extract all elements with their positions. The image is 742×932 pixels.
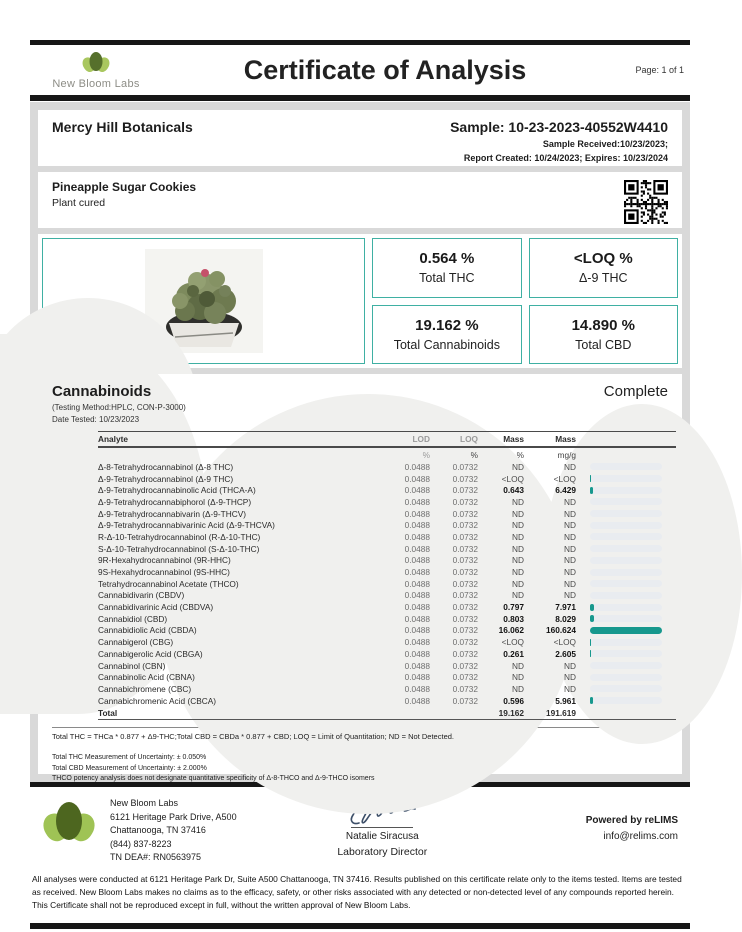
new-bloom-labs-logo-icon: [81, 50, 111, 72]
mass-bar: [576, 674, 676, 681]
mass-bar: [576, 662, 676, 669]
footer-logo-icon: [42, 797, 96, 841]
report-created: Report Created: 10/24/2023; Expires: 10/23/2024: [463, 152, 668, 163]
sample-info: [450, 119, 668, 163]
mass-bar: [576, 545, 676, 552]
product-type: Plant cured: [52, 197, 106, 209]
signature-line: [351, 827, 413, 828]
table-row: Cannabigerol (CBG) 0.0488 0.0732 <LOQ <LOQ: [98, 636, 676, 648]
table-rows: [98, 461, 676, 706]
calculation-footnote: Total THC = THCa * 0.877 + Δ9-THC;Total CBD = CBDa * 0.877 + CBD; LOQ = Limit of Quantitation; ND = Not Detected.: [52, 732, 454, 742]
mass-bar: [576, 697, 676, 704]
mass-bar: [576, 510, 676, 517]
signer-name: Natalie Siracusa: [345, 831, 419, 842]
mass-bar: [576, 627, 676, 634]
table-header: Analyte LOD LOQ Mass Mass: [98, 431, 676, 448]
mass-bar: [576, 604, 676, 611]
disclaimer: All analyses were conducted at 6121 Heritage Park Dr, Suite A500 Chattanooga, TN 37416. Results published on this certificate relate only to the items tested. Items are tested as received. New Bloom Labs makes no claims as to the efficacy, safety, or other risks associated with any detected or non-detected level of any compounds reported herein. This Certificate shall not be reproduced except in full, without the written approval of New Bloom Labs.: [32, 873, 682, 911]
cannabinoids-card: [38, 374, 682, 783]
document-body: [30, 102, 690, 782]
client-name: Mercy Hill Botanicals: [52, 119, 193, 135]
brand-block: [36, 50, 156, 90]
sample-received: Sample Received:10/23/2023;: [542, 139, 668, 149]
table-row: Cannabinol (CBN) 0.0488 0.0732 ND ND: [98, 660, 676, 672]
header-divider: [30, 95, 690, 101]
page-number: Page: 1 of 1: [635, 65, 684, 75]
mass-bar: [576, 650, 676, 657]
table-row: Cannabidiol (CBD) 0.0488 0.0732 0.803 8.029: [98, 613, 676, 625]
brand-name: New Bloom Labs: [52, 78, 140, 90]
section-title: Cannabinoids: [52, 383, 152, 400]
mass-bar: [576, 557, 676, 564]
mass-bar: [576, 487, 676, 494]
client-card: [38, 110, 682, 166]
summary-metrics: [372, 238, 678, 364]
table-row: Δ-9-Tetrahydrocannabivarin (Δ-9-THCV) 0.0488 0.0732 ND ND: [98, 508, 676, 520]
product-info: [52, 180, 196, 220]
table-row: Cannabidiolic Acid (CBDA) 0.0488 0.0732 16.062 160.624: [98, 625, 676, 637]
table-row: Δ-9-Tetrahydrocannabivarinic Acid (Δ-9-THCVA) 0.0488 0.0732 ND ND: [98, 519, 676, 531]
cannabinoids-table: [98, 431, 676, 720]
sample-id: Sample: 10-23-2023-40552W4410: [450, 119, 668, 135]
summary-card: [38, 234, 682, 368]
mass-bar: [576, 639, 676, 646]
table-row: 9S-Hexahydrocannabinol (9S-HHC) 0.0488 0.0732 ND ND: [98, 566, 676, 578]
mass-bar: [576, 592, 676, 599]
table-row: 9R-Hexahydrocannabinol (9R-HHC) 0.0488 0.0732 ND ND: [98, 555, 676, 567]
mass-bar: [576, 475, 676, 482]
metric-total-cbd: 14.890 % Total CBD: [529, 305, 678, 365]
table-row: R-Δ-10-Tetrahydrocannabinol (R-Δ-10-THC) 0.0488 0.0732 ND ND: [98, 531, 676, 543]
lab-address: New Bloom Labs 6121 Heritage Park Drive, A500 Chattanooga, TN 37416 (844) 837-8223 TN DEA#: RN0563975: [110, 798, 237, 862]
mass-bar: [576, 685, 676, 692]
table-row: Δ-9-Tetrahydrocannabinolic Acid (THCA-A) 0.0488 0.0732 0.643 6.429: [98, 484, 676, 496]
product-name: Pineapple Sugar Cookies: [52, 180, 197, 194]
table-row: S-Δ-10-Tetrahydrocannabinol (S-Δ-10-THC) 0.0488 0.0732 ND ND: [98, 543, 676, 555]
mass-bar: [576, 463, 676, 470]
bottom-divider: [30, 923, 690, 929]
table-row: Cannabichromenic Acid (CBCA) 0.0488 0.0732 0.596 5.961: [98, 695, 676, 707]
table-row: Cannabinolic Acid (CBNA) 0.0488 0.0732 ND ND: [98, 671, 676, 683]
table-units: % % % mg/g: [422, 449, 576, 460]
table-row: Δ-9-Tetrahydrocannabinol (Δ-9 THC) 0.0488 0.0732 <LOQ <LOQ: [98, 473, 676, 485]
uncertainty-notes: Total THC Measurement of Uncertainty: ± 0.050% Total CBD Measurement of Uncertainty: ± 2.000% THCO potency analysis does not designate quantitative specificity of Δ-8-THCO and Δ-9-THCO isomers: [52, 754, 375, 783]
mass-bar: [576, 533, 676, 540]
mass-bar: [576, 569, 676, 576]
metric-total-thc: 0.564 % Total THC: [372, 238, 521, 298]
lims-credit: Powered by reLIMS info@relims.com: [528, 797, 678, 845]
table-total-row: Total 19.162 191.619: [98, 706, 676, 720]
table-row: Tetrahydrocannabinol Acetate (THCO) 0.0488 0.0732 ND ND: [98, 578, 676, 590]
mass-bar: [576, 498, 676, 505]
certificate-page: [30, 0, 690, 929]
metric-total-cannabinoids: 19.162 % Total Cannabinoids: [372, 305, 521, 365]
table-row: Cannabigerolic Acid (CBGA) 0.0488 0.0732 0.261 2.605: [98, 648, 676, 660]
qr-code: [624, 180, 668, 220]
date-tested: Date Tested: 10/23/2023: [52, 415, 140, 424]
mass-bar: [576, 615, 676, 622]
sample-dates: [450, 138, 668, 165]
table-row: Δ-9-Tetrahydrocannabiphorol (Δ-9-THCP) 0.0488 0.0732 ND ND: [98, 496, 676, 508]
page-title: Certificate of Analysis: [243, 54, 527, 85]
signer-role: Laboratory Director: [337, 846, 428, 858]
section-status: Complete: [603, 383, 668, 400]
table-row: Cannabichromene (CBC) 0.0488 0.0732 ND ND: [98, 683, 676, 695]
testing-method: (Testing Method:HPLC, CON-P-3000): [52, 403, 186, 412]
mass-bar: [576, 580, 676, 587]
table-row: Cannabidivarin (CBDV) 0.0488 0.0732 ND ND: [98, 590, 676, 602]
lims-email: info@relims.com: [603, 831, 678, 842]
mass-bar: [576, 522, 676, 529]
header: [30, 45, 690, 95]
table-row: Cannabidivarinic Acid (CBDVA) 0.0488 0.0732 0.797 7.971: [98, 601, 676, 613]
product-card: [38, 172, 682, 228]
metric-d9-thc: <LOQ % Δ-9 THC: [529, 238, 678, 298]
cannabinoids-header: [52, 383, 668, 400]
table-row: Δ-8-Tetrahydrocannabinol (Δ-8 THC) 0.0488 0.0732 ND ND: [98, 461, 676, 473]
